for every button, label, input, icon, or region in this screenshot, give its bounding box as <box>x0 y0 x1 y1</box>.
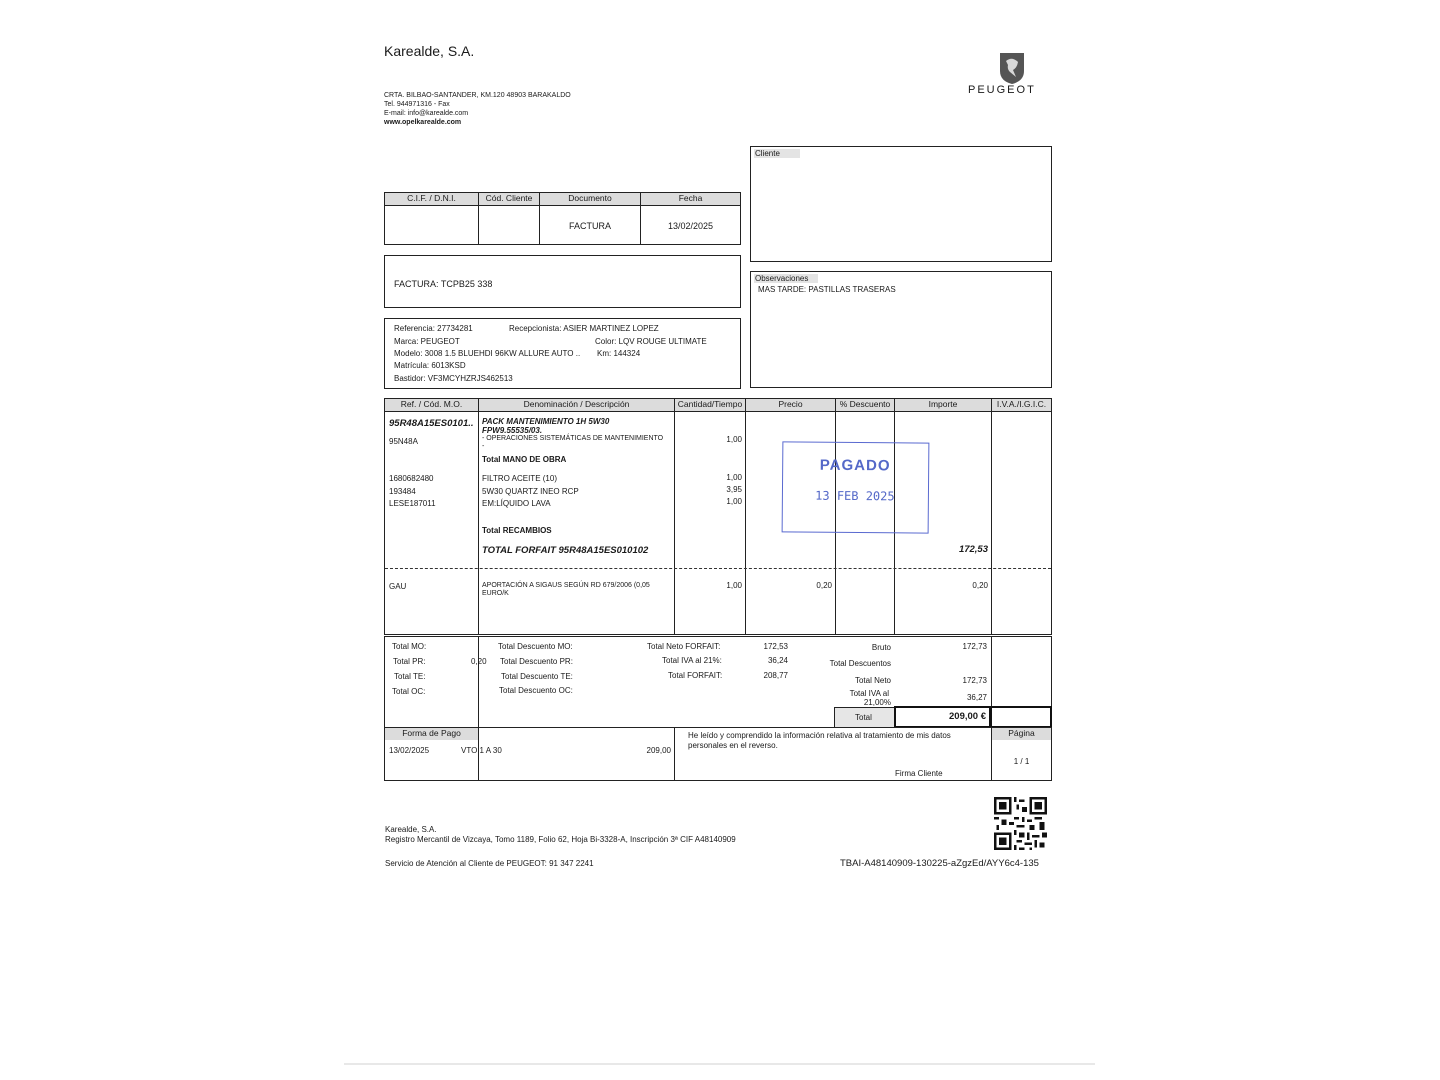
factura-number: FACTURA: TCPB25 338 <box>394 279 493 289</box>
company-phone: Tel. 944971316 - Fax <box>384 101 450 108</box>
brand-name: PEUGEOT <box>968 84 1036 96</box>
doc-header-table <box>384 192 741 245</box>
vehicle-recepcionista: Recepcionista: ASIER MARTINEZ LOPEZ <box>509 324 659 333</box>
qr-code-icon <box>994 797 1047 850</box>
vehicle-marca: Marca: PEUGEOT <box>394 337 460 346</box>
total-mo: Total MO: <box>392 642 427 651</box>
pack-title-1: PACK MANTENIMIENTO 1H 5W30 <box>482 417 610 426</box>
neto-forfait-label: Total Neto FORFAIT: <box>647 642 721 651</box>
neto-label: Total Neto <box>854 676 891 685</box>
vehicle-color: Color: LQV ROUGE ULTIMATE <box>595 337 707 346</box>
descuentos-label: Total Descuentos <box>829 659 891 668</box>
col-qty-header: Cantidad/Tiempo <box>675 399 745 411</box>
payment-date: 13/02/2025 <box>389 746 430 755</box>
total-pr-value: 0,20 <box>471 657 487 666</box>
neto-forfait-value: 172,53 <box>763 642 788 651</box>
gau-price: 0,20 <box>816 581 832 590</box>
iva-value: 36,27 <box>966 693 987 702</box>
observaciones-label: Observaciones <box>754 274 818 283</box>
observaciones-text: MAS TARDE: PASTILLAS TRASERAS <box>758 285 896 294</box>
part-desc: 5W30 QUARTZ INEO RCP <box>482 487 579 496</box>
part-ref: 1680682480 <box>389 474 434 483</box>
col-price-header: Precio <box>746 399 835 411</box>
items-table <box>384 398 1052 635</box>
part-ref: 193484 <box>389 487 416 496</box>
part-qty: 3,95 <box>726 485 742 494</box>
pack-ref: 95R48A15ES0101.. <box>389 418 474 429</box>
cliente-label: Cliente <box>754 149 800 158</box>
footer-servicio: Servicio de Atención al Cliente de PEUGEOT: 91 347 2241 <box>385 859 594 868</box>
factura-box <box>384 255 741 308</box>
paid-stamp <box>782 441 930 533</box>
part-ref: LESE187011 <box>389 499 436 508</box>
total-label-cell <box>834 707 895 727</box>
vehicle-modelo: Modelo: 3008 1.5 BLUEHDI 96KW ALLURE AUTO .. <box>394 349 581 358</box>
scan-edge <box>344 1063 1095 1065</box>
desc-mo: Total Descuento MO: <box>498 642 573 651</box>
total-label: Total <box>855 713 872 722</box>
total-forfait-label: TOTAL FORFAIT 95R48A15ES010102 <box>482 545 649 556</box>
gau-qty: 1,00 <box>726 581 742 590</box>
firma-cliente: Firma Cliente <box>895 769 943 778</box>
iva21-label: Total IVA al 21%: <box>662 656 722 665</box>
total-oc: Total OC: <box>392 687 426 696</box>
total-mo-label: Total MANO DE OBRA <box>482 455 567 464</box>
footer-tbai: TBAI-A48140909-130225-aZgzEd/AYY6c4-135 <box>840 858 1039 869</box>
total-recambios-label: Total RECAMBIOS <box>482 526 552 535</box>
payment-amount: 209,00 <box>646 746 671 755</box>
company-web: www.opelkarealde.com <box>384 119 462 126</box>
part-qty: 1,00 <box>726 497 742 506</box>
mo-ref: 95N48A <box>389 437 418 446</box>
payment-box <box>384 727 1052 781</box>
bruto-label: Bruto <box>871 643 891 652</box>
grand-total-cell <box>894 706 991 728</box>
stamp-date: 13 FEB 2025 <box>815 488 895 504</box>
vehicle-box <box>384 318 741 389</box>
bruto-value: 172,73 <box>962 642 987 651</box>
documento-value: FACTURA <box>568 221 611 231</box>
company-email: E-mail: info@karealde.com <box>384 110 469 117</box>
col-desc-header: Denominación / Descripción <box>479 399 674 411</box>
vehicle-matricula: Matrícula: 6013KSD <box>394 361 466 370</box>
documento-header: Documento <box>540 193 640 205</box>
privacy-text-1: He leído y comprendido la información relativa al tratamiento de mis datos <box>688 731 951 740</box>
cif-header: C.I.F. / D.N.I. <box>385 193 478 205</box>
privacy-text-2: personales en el reverso. <box>688 741 778 750</box>
iva21-value: 36,24 <box>767 656 788 665</box>
gau-ref: GAU <box>389 582 407 591</box>
observaciones-box <box>750 271 1052 388</box>
pack-title-2: FPW9.55535/03. <box>482 426 543 435</box>
desc-oc: Total Descuento OC: <box>499 686 573 695</box>
footer-registro: Registro Mercantil de Vizcaya, Tomo 1189, Folio 62, Hoja Bi-3328-A, Inscripción 3ª CIF A48140909 <box>385 835 736 844</box>
desc-te: Total Descuento TE: <box>501 672 573 681</box>
grand-total-iva-cell <box>990 706 1052 728</box>
part-desc: EM:LÍQUIDO LAVA <box>482 499 551 508</box>
company-name: Karealde, S.A. <box>384 43 475 59</box>
forfait-value: 208,77 <box>763 671 788 680</box>
col-importe-header: Importe <box>895 399 991 411</box>
gau-desc-2: EURO/K <box>482 590 509 597</box>
stamp-title: PAGADO <box>819 456 891 475</box>
part-qty: 1,00 <box>726 473 742 482</box>
peugeot-lion-icon <box>997 51 1027 85</box>
cliente-box <box>750 146 1052 262</box>
mo-desc-2: - <box>482 443 485 450</box>
forfait-label: Total FORFAIT: <box>668 671 723 680</box>
footer-company: Karealde, S.A. <box>385 825 437 834</box>
gau-importe: 0,20 <box>972 581 988 590</box>
desc-pr: Total Descuento PR: <box>500 657 573 666</box>
payment-method: VTO 1 A 30 <box>461 746 502 755</box>
part-desc: FILTRO ACEITE (10) <box>482 474 557 483</box>
forma-pago-header: Forma de Pago <box>385 728 478 740</box>
iva-label: Total IVA al <box>849 689 889 698</box>
gau-desc-1: APORTACIÓN A SIGAUS SEGÚN RD 679/2006 (0,05 <box>482 582 650 589</box>
cod-cliente-header: Cód. Cliente <box>479 193 539 205</box>
iva-rate: 21,00% <box>863 698 891 707</box>
page-number: 1 / 1 <box>1013 757 1030 766</box>
total-te: Total TE: <box>394 672 426 681</box>
company-address: CRTA. BILBAO-SANTANDER, KM.120 48903 BARAKALDO <box>384 92 571 99</box>
col-iva-header: I.V.A./I.G.I.C. <box>992 399 1051 411</box>
vehicle-referencia: Referencia: 27734281 <box>394 324 473 333</box>
grand-total-value: 209,00 € <box>949 711 986 722</box>
pagina-header: Página <box>992 728 1051 740</box>
vehicle-bastidor: Bastidor: VF3MCYHZRJS462513 <box>394 374 513 383</box>
fecha-value: 13/02/2025 <box>667 221 714 231</box>
neto-value: 172,73 <box>962 676 987 685</box>
col-ref-header: Ref. / Cód. M.O. <box>385 399 478 411</box>
mo-qty: 1,00 <box>726 435 742 444</box>
col-discount-header: % Descuento <box>836 399 894 411</box>
mo-desc: - OPERACIONES SISTEMÁTICAS DE MANTENIMIENTO <box>482 435 664 442</box>
total-pr: Total PR: <box>393 657 426 666</box>
fecha-header: Fecha <box>641 193 740 205</box>
vehicle-km: Km: 144324 <box>597 349 641 358</box>
total-forfait-value: 172,53 <box>958 544 988 555</box>
